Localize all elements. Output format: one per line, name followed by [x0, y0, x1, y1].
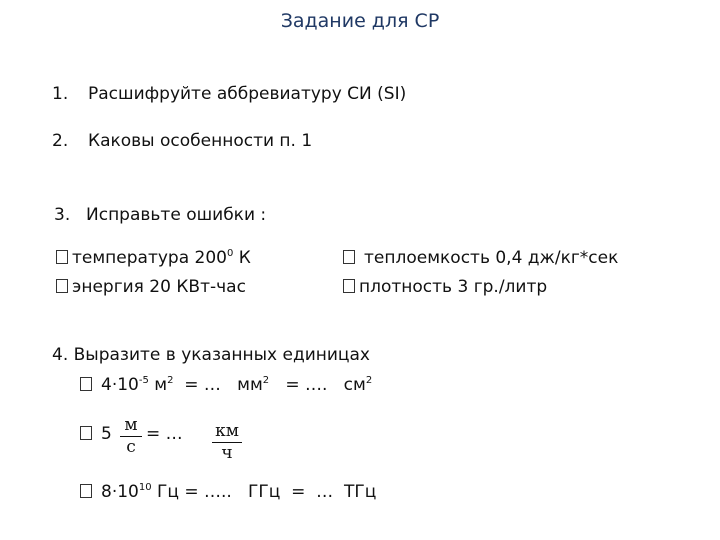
exponent: 10 — [138, 482, 152, 493]
task-number: 3. — [54, 205, 71, 225]
fraction-denominator: с — [126, 437, 136, 457]
expr-part: м — [148, 375, 168, 395]
error-text: энергия 20 КВт-час — [72, 277, 246, 297]
fraction-km-per-h — [212, 422, 242, 463]
error-text: плотность 3 гр./литр — [359, 277, 548, 297]
degree-superscript: 0 — [227, 248, 234, 259]
task-text: Каковы особенности п. 1 — [88, 131, 313, 151]
bullet-box-icon — [56, 279, 68, 293]
error-item — [56, 277, 246, 297]
error-item — [343, 248, 618, 268]
fraction-numerator: м — [124, 415, 138, 435]
task-number: 1. — [52, 84, 69, 104]
task-number: 2. — [52, 131, 69, 151]
exponent: 2 — [167, 375, 174, 386]
bullet-box-icon — [80, 484, 92, 498]
error-item — [343, 277, 547, 297]
expr-part: Гц = ….. ГГц = … ТГц — [151, 482, 377, 502]
fraction-m-per-s — [120, 416, 142, 457]
expr-part: = … мм — [173, 375, 263, 395]
exponent: 2 — [262, 375, 270, 386]
task-text: Исправьте ошибки : — [86, 205, 267, 225]
expr-part: = …. см — [269, 375, 366, 395]
conversion-line-3 — [80, 482, 376, 502]
expr-lead: 5 — [101, 424, 112, 444]
task-3 — [54, 205, 266, 225]
expr-part: 4·10 — [101, 375, 139, 395]
exponent: -5 — [138, 375, 149, 386]
bullet-box-icon — [80, 426, 92, 440]
conversion-line-2 — [80, 424, 112, 444]
error-unit: К — [233, 248, 251, 268]
exponent: 2 — [365, 375, 373, 386]
task-text: Расшифруйте аббревиатуру СИ (SI) — [88, 84, 407, 104]
fraction-numerator: км — [215, 421, 239, 441]
bullet-box-icon — [56, 250, 68, 264]
error-text: температура 200 — [72, 248, 227, 268]
fraction-denominator: ч — [221, 443, 233, 463]
expr-equals: = … — [146, 424, 183, 444]
task-4-heading: 4. Выразите в указанных единицах — [52, 345, 370, 365]
task-2 — [52, 131, 312, 151]
conversion-line-1 — [80, 375, 372, 395]
page-title: Задание для СР — [280, 10, 440, 32]
bullet-box-icon — [343, 279, 355, 293]
error-text: теплоемкость 0,4 дж/кг*сек — [364, 248, 619, 268]
task-1 — [52, 84, 406, 104]
bullet-box-icon — [80, 377, 92, 391]
bullet-box-icon — [343, 250, 355, 264]
error-item — [56, 248, 251, 268]
expr-part: 8·10 — [101, 482, 139, 502]
